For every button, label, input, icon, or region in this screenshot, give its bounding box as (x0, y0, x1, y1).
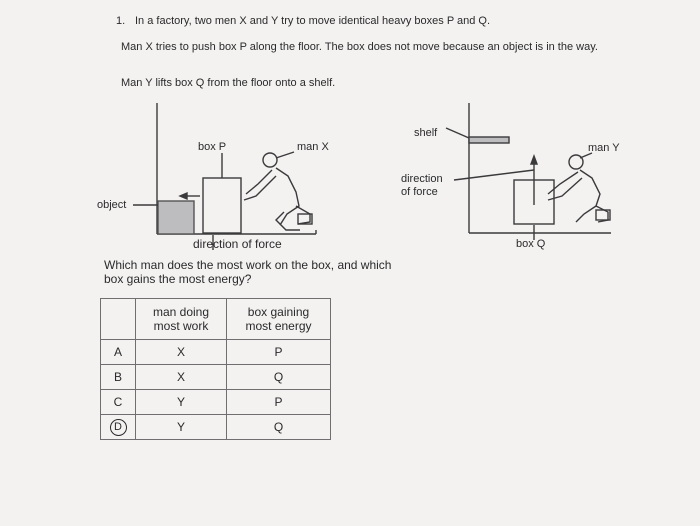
question-intro: In a factory, two men X and Y try to move identical heavy boxes P and Q. (135, 15, 491, 27)
label-object: object (97, 199, 127, 211)
box-p (203, 178, 241, 233)
paragraph-man-x: Man X tries to push box P along the floor. The box does not move because an object is in the way. (121, 41, 598, 53)
option-man: X (136, 340, 227, 365)
label-direction-right: direction (401, 173, 443, 185)
label-man-y: man Y (588, 142, 620, 154)
label-box-p: box P (198, 141, 227, 153)
table-row[interactable] (101, 415, 331, 440)
object-block (158, 201, 194, 234)
option-letter[interactable]: C (101, 390, 136, 415)
shelf (469, 137, 509, 143)
force-arrow-up (531, 156, 537, 164)
force-arrow-left (180, 193, 187, 199)
table-row[interactable] (101, 365, 331, 390)
option-man: Y (136, 390, 227, 415)
label-direction-force-left: direction of force (193, 237, 282, 251)
label-shelf: shelf (414, 127, 438, 139)
option-letter[interactable]: B (101, 365, 136, 390)
header-blank (101, 299, 136, 340)
option-letter-selected[interactable] (101, 415, 136, 440)
option-man: Y (136, 415, 227, 440)
table-row[interactable] (101, 340, 331, 365)
table-header-row (101, 299, 331, 340)
question-prompt: Which man does the most work on the box, and which box gains the most energy? (104, 258, 392, 286)
option-box: Q (227, 365, 331, 390)
label-man-x: man X (297, 141, 329, 153)
paragraph-man-y: Man Y lifts box Q from the floor onto a shelf. (121, 77, 336, 89)
header-box-gaining-most-energy: box gaining most energy (227, 299, 331, 340)
label-of-force-right: of force (401, 186, 438, 198)
option-letter[interactable]: A (101, 340, 136, 365)
option-man: X (136, 365, 227, 390)
answer-table (100, 298, 331, 440)
circled-answer[interactable]: D (110, 419, 127, 436)
option-box: Q (227, 415, 331, 440)
header-man-doing-most-work: man doing most work (136, 299, 227, 340)
label-box-q: box Q (516, 238, 546, 250)
option-box: P (227, 340, 331, 365)
man-y-figure (548, 155, 610, 222)
question-number: 1. (116, 15, 126, 27)
table-row[interactable] (101, 390, 331, 415)
man-x-figure (244, 153, 312, 230)
option-box: P (227, 390, 331, 415)
